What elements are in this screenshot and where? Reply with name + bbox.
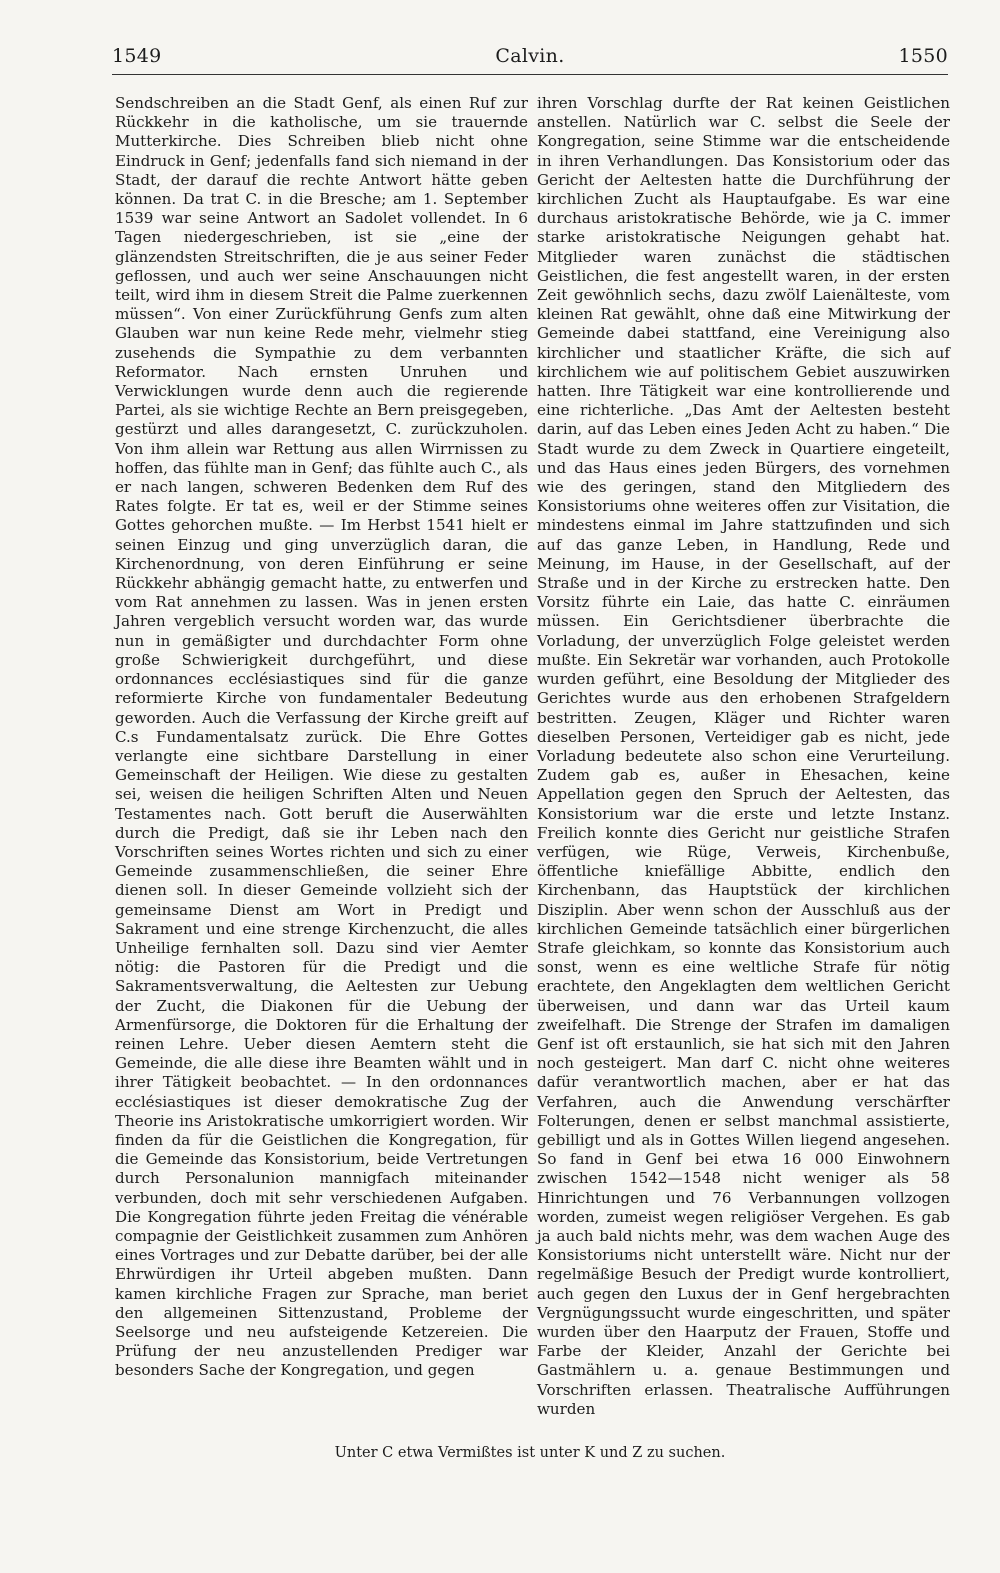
- footer-note: Unter C etwa Vermißtes ist unter K und Z zu suchen.: [334, 1445, 726, 1461]
- header-rule: [112, 74, 948, 75]
- text-column-right: [537, 94, 950, 1419]
- column-left-text: Sendschreiben an die Stadt Genf, als einen Ruf zur Rückkehr in die katholische, um sie trauernde Mutterkirche. Dies Schreiben blieb nicht ohne Eindruck in Genf; jedenfalls fand sich niemand in der Stadt, der darauf die rechte Antwort hätte geben können. Da trat C. in die Bresche; am 1. September 1539 war seine Antwort an Sadolet vollendet. In 6 Tagen niedergeschrieben, ist sie „eine der glänzendsten Streitschriften, die je aus seiner Feder geflossen, und auch wer seine Anschauungen nicht teilt, wird ihm in diesem Streit die Palme zuerkennen müssen“. Von einer Zurückführung Genfs zum alten Glauben war nun keine Rede mehr, vielmehr stieg zusehends die Sympathie zu dem verbannten Reformator. Nach ernsten Unruhen und Verwicklungen wurde denn auch die regierende Partei, als sie wichtige Rechte an Bern preisgegeben, gestürzt und alles darangesetzt, C. zurückzuholen. Von ihm allein war Rettung aus allen Wirrnissen zu hoffen, das fühlte man in Genf; das fühlte auch C., als er nach langen, schweren Bedenken dem Ruf des Rates folgte. Er tat es, weil er der Stimme seines Gottes gehorchen mußte. — Im Herbst 1541 hielt er seinen Einzug und ging unverzüglich daran, die Kirchenordnung, von deren Einführung er seine Rückkehr abhängig gemacht hatte, zu entwerfen und vom Rat annehmen zu lassen. Was in jenen ersten Jahren vergeblich versucht worden war, das wurde nun in gemäßigter und durchdachter Form ohne große Schwierigkeit durchgeführt, und diese ordonnances ecclésiastiques sind für die ganze reformierte Kirche von fundamentaler Bedeutung geworden. Auch die Verfassung der Kirche greift auf C.s Fundamentalsatz zurück. Die Ehre Gottes verlangte eine sichtbare Darstellung in einer Gemeinschaft der Heiligen. Wie diese zu gestalten sei, weisen die heiligen Schriften Alten und Neuen Testamentes nach. Gott beruft die Auserwählten durch die Predigt, daß sie ihr Leben nach den Vorschriften seines Wortes richten und sich zu einer Gemeinde zusammenschließen, die seiner Ehre dienen soll. In dieser Gemeinde vollzieht sich der gemeinsame Dienst am Wort in Predigt und Sakrament und eine strenge Kirchenzucht, die alles Unheilige fernhalten soll. Dazu sind vier Aemter nötig: die Pastoren für die Predigt und die Sakramentsverwaltung, die Aeltesten zur Uebung der Zucht, die Diakonen für die Uebung der Armenfürsorge, die Doktoren für die Erhaltung der reinen Lehre. Ueber diesen Aemtern steht die Gemeinde, die alle diese ihre Beamten wählt und in ihrer Tätigkeit beobachtet. — In den ordonnances ecclésiastiques ist dieser demokratische Zug der Theorie ins Aristokratische umkorrigiert worden. Wir finden da für die Geistlichen die Kongregation, für die Gemeinde das Konsistorium, beide Vertretungen durch Personalunion mannigfach miteinander verbunden, doch mit sehr verschiedenen Aufgaben. Die Kongregation führte jeden Freitag die vénérable compagnie der Geistlichkeit zusammen zum Anhören eines Vortrages und zur Debatte darüber, bei der alle Ehrwürdigen ihr Urteil abgeben mußten. Dann kamen kirchliche Fragen zur Sprache, man beriet den allgemeinen Sittenzustand, Probleme der Seelsorge und neu aufsteigende Ketzereien. Die Prüfung der neu anzustellenden Prediger war besonders Sache der Kongregation, und gegen: [115, 94, 528, 1380]
- running-title: Calvin.: [495, 45, 565, 67]
- page-number-right: 1550: [898, 45, 948, 67]
- text-column-left: [115, 94, 528, 1381]
- page-header: [112, 45, 948, 75]
- column-right-text: ihren Vorschlag durfte der Rat keinen Geistlichen anstellen. Natürlich war C. selbst die Seele der Kongregation, seine Stimme war die entscheidende in ihren Verhandlungen. Das Konsistorium oder das Gericht der Aeltesten hatte die Durchführung der kirchlichen Zucht als Hauptaufgabe. Es war eine durchaus aristokratische Behörde, wie ja C. immer starke aristokratische Neigungen gehabt hat. Mitglieder waren zunächst die städtischen Geistlichen, die fest angestellt waren, in der ersten Zeit gewöhnlich sechs, dazu zwölf Laienälteste, vom kleinen Rat gewählt, ohne daß eine Mitwirkung der Gemeinde dabei stattfand, eine Vereinigung also kirchlicher und staatlicher Kräfte, die sich auf kirchlichem wie auf politischem Gebiet auszuwirken hatten. Ihre Tätigkeit war eine kontrollierende und eine richterliche. „Das Amt der Aeltesten besteht darin, auf das Leben eines Jeden Acht zu haben.“ Die Stadt wurde zu dem Zweck in Quartiere eingeteilt, und das Haus eines jeden Bürgers, des vornehmen wie des geringen, stand den Mitgliedern des Konsistoriums ohne weiteres offen zur Visitation, die mindestens einmal im Jahre stattzufinden und sich auf das ganze Leben, in Handlung, Rede und Meinung, im Hause, in der Gesellschaft, auf der Straße und in der Kirche zu erstrecken hatte. Den Vorsitz führte ein Laie, das hatte C. einräumen müssen. Ein Gerichtsdiener überbrachte die Vorladung, der unverzüglich Folge geleistet werden mußte. Ein Sekretär war vorhanden, auch Protokolle wurden geführt, eine Besoldung der Mitglieder des Gerichtes wurde aus den erhobenen Strafgeldern bestritten. Zeugen, Kläger und Richter waren dieselben Personen, Verteidiger gab es nicht, jede Vorladung bedeutete also schon eine Verurteilung. Zudem gab es, außer in Ehesachen, keine Appellation gegen den Spruch der Aeltesten, das Konsistorium war die erste und letzte Instanz. Freilich konnte dies Gericht nur geistliche Strafen verfügen, wie Rüge, Verweis, Kirchenbuße, öffentliche kniefällige Abbitte, endlich den Kirchenbann, das Hauptstück der kirchlichen Disziplin. Aber wenn schon der Ausschluß aus der kirchlichen Gemeinde tatsächlich einer bürgerlichen Strafe gleichkam, so konnte das Konsistorium auch sonst, wenn es eine weltliche Strafe für nötig erachtete, den Angeklagten dem weltlichen Gericht überweisen, und dann war das Urteil kaum zweifelhaft. Die Strenge der Strafen im damaligen Genf ist oft erstaunlich, sie hat sich mit den Jahren noch gesteigert. Man darf C. nicht ohne weiteres dafür verantwortlich machen, aber er hat das Verfahren, auch die Anwendung verschärfter Folterungen, denen er selbst manchmal assistierte, gebilligt und als in Gottes Willen liegend angesehen. So fand in Genf bei etwa 16 000 Einwohnern zwischen 1542—1548 nicht weniger als 58 Hinrichtungen und 76 Verbannungen vollzogen worden, zumeist wegen religiöser Vergehen. Es gab ja auch bald nichts mehr, was dem wachen Auge des Konsistoriums nicht unterstellt wäre. Nicht nur der regelmäßige Besuch der Predigt wurde kontrolliert, auch gegen den Luxus der in Genf hergebrachten Vergnügungssucht wurde eingeschritten, und später wurden über den Haarputz der Frauen, Stoffe und Farbe der Kleider, Anzahl der Gerichte bei Gastmählern u. a. genaue Bestimmungen und Vorschriften erlassen. Theatralische Aufführungen wurden: [537, 94, 950, 1418]
- page-number-left: 1549: [112, 45, 162, 67]
